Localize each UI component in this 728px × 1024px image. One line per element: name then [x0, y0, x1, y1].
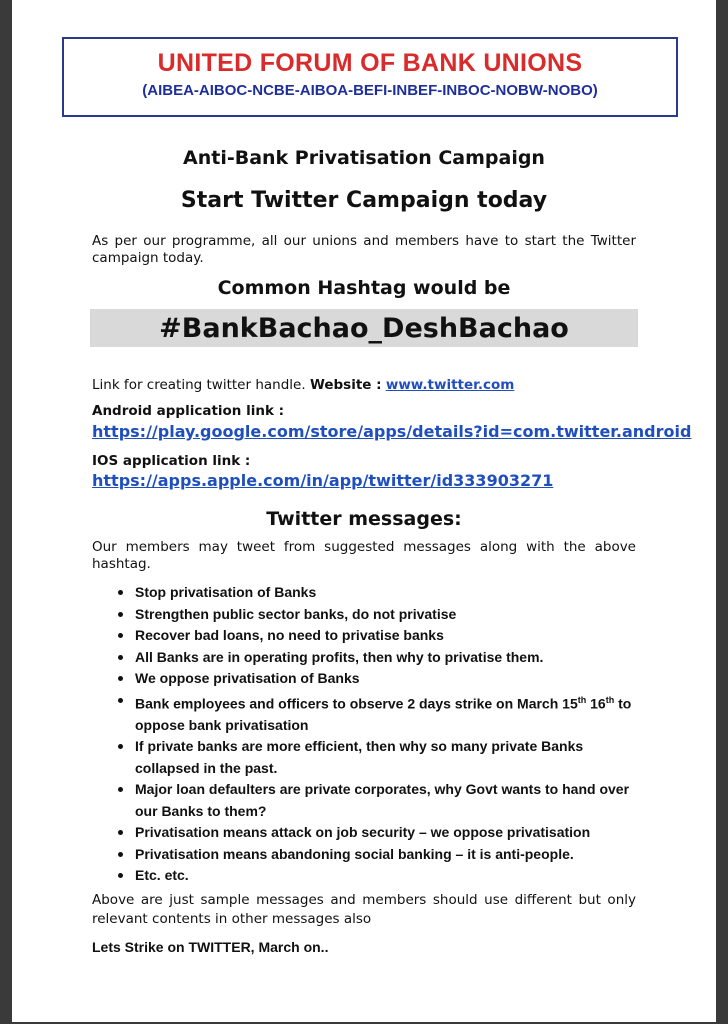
- strike-text-a: Bank employees and officers to observe 2 days strike on March 15: [135, 695, 578, 712]
- website-label: Website :: [309, 377, 382, 393]
- android-link-line: [92, 422, 691, 441]
- list-item: Etc. etc.: [112, 865, 642, 887]
- strike-text-c: to oppose bank privatisation: [135, 695, 632, 733]
- final-line: Lets Strike on TWITTER, March on..: [92, 939, 329, 955]
- list-item: We oppose privatisation of Banks: [112, 668, 642, 690]
- handle-text: Link for creating twitter handle.: [92, 377, 306, 393]
- strike-sup-2: th: [605, 694, 615, 705]
- ios-link-line: [92, 471, 553, 490]
- messages-heading: Twitter messages:: [266, 508, 462, 530]
- header-box: [62, 37, 678, 117]
- android-link[interactable]: https://play.google.com/store/apps/details?id=com.twitter.android: [92, 422, 692, 441]
- strike-sup-1: th: [577, 694, 587, 705]
- list-item: All Banks are in operating profits, then why to privatise them.: [112, 647, 642, 669]
- list-item: If private banks are more efficient, then why so many private Banks collapsed in the past.: [112, 736, 642, 779]
- document-page: [12, 0, 716, 1022]
- handle-line: [92, 377, 514, 393]
- list-item: Privatisation means abandoning social banking – it is anti-people.: [112, 844, 642, 866]
- strike-text-b: 16: [586, 695, 606, 712]
- hashtag-heading: Common Hashtag would be: [217, 277, 511, 299]
- start-title: Start Twitter Campaign today: [180, 188, 548, 213]
- list-item: Privatisation means attack on job security – we oppose privatisation: [112, 822, 642, 844]
- list-item: Stop privatisation of Banks: [112, 582, 642, 604]
- ios-label: IOS application link :: [92, 453, 251, 469]
- website-link[interactable]: www.twitter.com: [385, 377, 515, 393]
- campaign-title: Anti-Bank Privatisation Campaign: [183, 147, 545, 169]
- messages-list: [112, 582, 642, 887]
- hashtag-banner: #BankBachao_DeshBachao: [90, 309, 638, 347]
- list-item: Major loan defaulters are private corporates, why Govt wants to hand over our Banks to them?: [112, 779, 642, 822]
- header-title: UNITED FORUM OF BANK UNIONS: [157, 49, 583, 77]
- ios-link[interactable]: https://apps.apple.com/in/app/twitter/id333903271: [92, 471, 554, 490]
- list-item-strike: [112, 690, 642, 737]
- intro-paragraph: As per our programme, all our unions and members have to start the Twitter campaign today.: [92, 233, 636, 266]
- closing-paragraph: Above are just sample messages and members should use different but only relevant contents in other messages also: [92, 892, 636, 927]
- header-subtitle: (AIBEA-AIBOC-NCBE-AIBOA-BEFI-INBEF-INBOC-NOBW-NOBO): [142, 82, 598, 99]
- list-item: Strengthen public sector banks, do not privatise: [112, 604, 642, 626]
- messages-intro: Our members may tweet from suggested messages along with the above hashtag.: [92, 539, 636, 572]
- list-item: Recover bad loans, no need to privatise banks: [112, 625, 642, 647]
- android-label: Android application link :: [92, 403, 285, 419]
